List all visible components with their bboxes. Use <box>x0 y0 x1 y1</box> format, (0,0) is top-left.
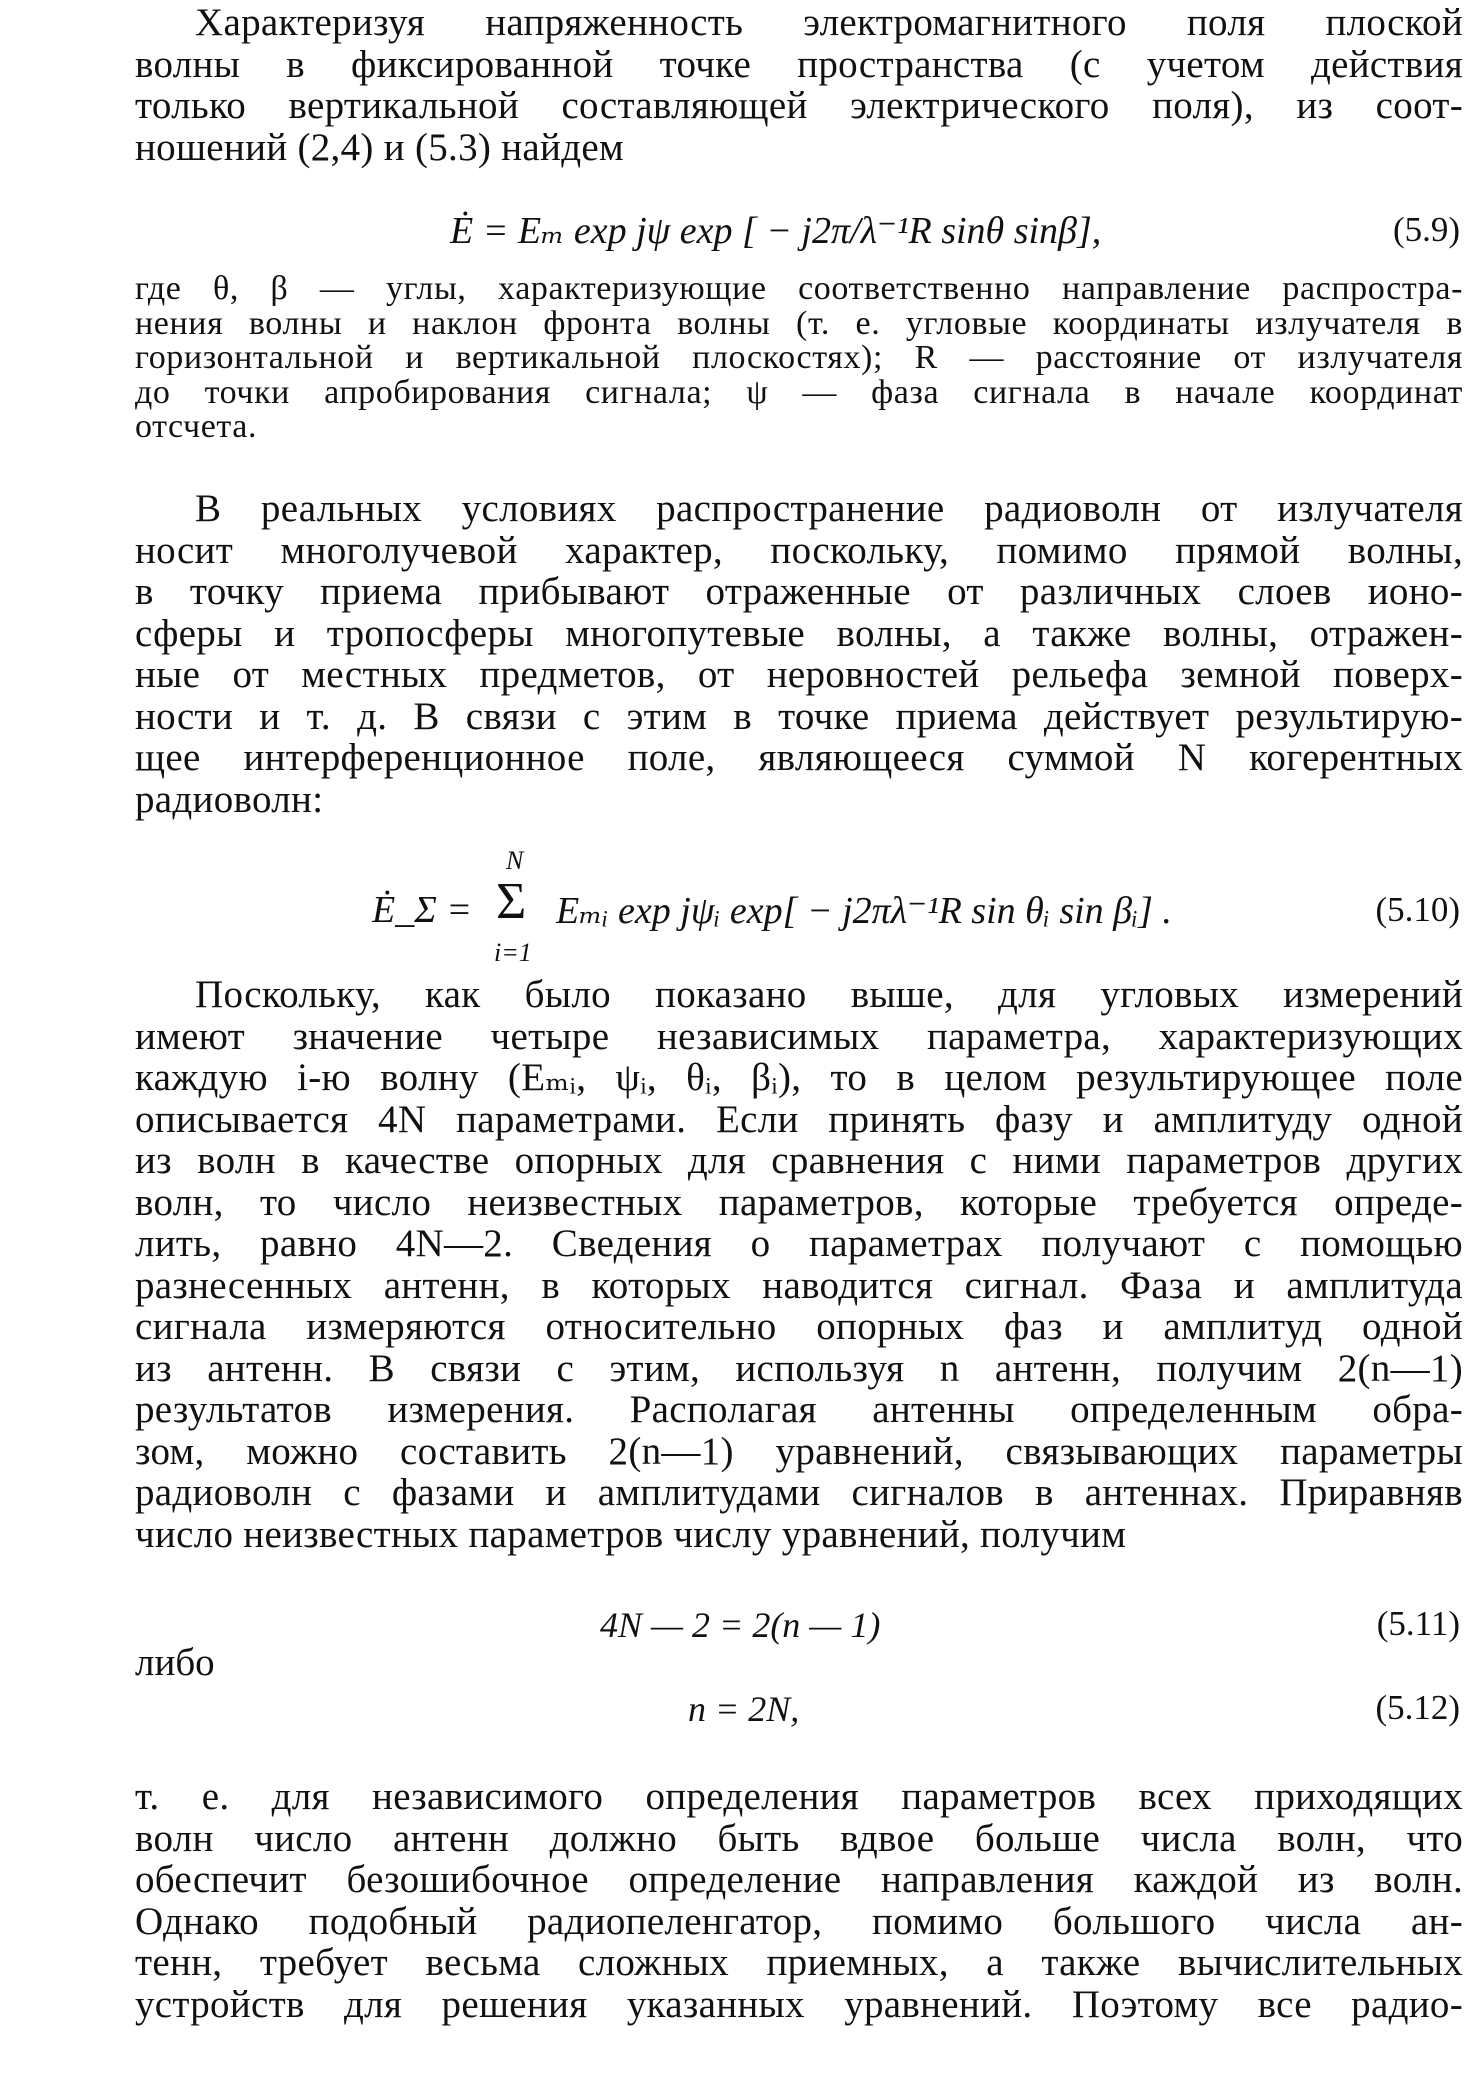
text-line: радиоволн с фазами и амплитудами сигналов в антеннах. Приравняв <box>135 1471 1463 1514</box>
text-line: каждую i-ю волну (Eₘᵢ, ψᵢ, θᵢ, βᵢ), то в целом результирующее поле <box>135 1056 1463 1099</box>
text-line: устройств для решения указанных уравнений. Поэтому все радио- <box>135 1982 1463 2026</box>
text-line: волн, то число неизвестных параметров, которые требуется опреде- <box>135 1180 1463 1224</box>
equation-number: (5.10) <box>1375 890 1460 929</box>
equation-number: (5.12) <box>1375 1688 1460 1727</box>
equation-5-12: n = 2N, <box>688 1689 800 1729</box>
equation-rhs: Eₘᵢ exp jψᵢ exp[ − j2πλ⁻¹R sin θᵢ sin βᵢ] . <box>556 890 1172 932</box>
equation-lhs: Ė_Σ = <box>372 889 472 931</box>
equation-5-9: Ė = Eₘ exp jψ exp [ − j2π/λ⁻¹R sinθ sinβ], <box>450 210 1102 252</box>
text-line: нения волны и наклон фронта волны (т. е. угловые координаты излучателя в <box>135 304 1463 342</box>
text-line: носит многолучевой характер, поскольку, помимо прямой волны, <box>135 528 1463 572</box>
text-line: до точки апробирования сигнала; ψ — фаза сигнала в начале координат <box>135 373 1463 411</box>
paragraph-parameters <box>135 974 1463 1555</box>
text-line: описывается 4N параметрами. Если принять фазу и амплитуду одной <box>135 1097 1463 1141</box>
text-line: волн число антенн должно быть вдвое больше числа волн, что <box>135 1816 1463 1860</box>
text-line: из антенн. В связи с этим, используя n антенн, получим 2(n—1) <box>135 1346 1463 1390</box>
text-line: волны в фиксированной точке пространства (с учетом действия <box>135 42 1463 86</box>
paragraph-multipath <box>135 488 1463 820</box>
text-line: обеспечит безошибочное определение направления каждой из волн. <box>135 1858 1463 1901</box>
text-line: Однако подобный радиопеленгатор, помимо большого числа ан- <box>135 1899 1463 1943</box>
paragraph-intro <box>135 2 1463 168</box>
text-line: горизонтальной и вертикальной плоскостях); R — расстояние от излучателя <box>135 339 1463 377</box>
sum-sign: Σ <box>496 873 527 930</box>
text-line: радиоволн: <box>135 777 324 821</box>
text-line: ности и т. д. В связи с этим в точке приема действует результирую- <box>135 694 1463 738</box>
text-line: сферы и тропосферы многопутевые волны, а также волны, отражен- <box>135 611 1463 655</box>
connector-word: либо <box>135 1641 215 1684</box>
equation-number: (5.11) <box>1376 1604 1460 1643</box>
paragraph-conclusion <box>135 1776 1463 2025</box>
text-line: где θ, β — углы, характеризующие соответственно направление распростра- <box>135 270 1463 307</box>
text-line: ношений (2,4) и (5.3) найдем <box>135 125 624 169</box>
text-line: из волн в качестве опорных для сравнения с ними параметров других <box>135 1139 1463 1182</box>
sum-lower-limit: i=1 <box>494 938 532 967</box>
text-line: разнесенных антенн, в которых наводится сигнал. Фаза и амплитуда <box>135 1263 1463 1307</box>
text-line: В реальных условиях распространение радиоволн от излучателя <box>195 487 1463 530</box>
text-line: т. е. для независимого определения параметров всех приходящих <box>135 1775 1463 1818</box>
text-line: число неизвестных параметров числу уравнений, получим <box>135 1512 1127 1556</box>
text-line: имеют значение четыре независимых параметра, характеризующих <box>135 1014 1463 1058</box>
text-line: тенн, требует весьма сложных приемных, а также вычислительных <box>135 1941 1463 1984</box>
text-line: результатов измерения. Располагая антенны определенным обра- <box>135 1388 1463 1431</box>
text-line: Характеризуя напряженность электромагнитного поля плоской <box>195 1 1463 44</box>
text-line: сигнала измеряются относительно опорных фаз и амплитуд одной <box>135 1305 1463 1348</box>
text-line: ные от местных предметов, от неровностей рельефа земной поверх- <box>135 653 1463 696</box>
text-line: Поскольку, как было показано выше, для угловых измерений <box>195 973 1463 1016</box>
text-line: только вертикальной составляющей электрического поля), из соот- <box>135 84 1463 127</box>
equation-5-11: 4N — 2 = 2(n — 1) <box>600 1605 881 1645</box>
text-line: отсчета. <box>135 408 258 446</box>
text-line: в точку приема прибывают отраженные от различных слоев ионо- <box>135 570 1463 613</box>
equation-number: (5.9) <box>1392 210 1460 249</box>
paragraph-definitions <box>135 272 1463 445</box>
text-line: зом, можно составить 2(n—1) уравнений, связывающих параметры <box>135 1429 1463 1473</box>
text-line: щее интерференционное поле, являющееся суммой N когерентных <box>135 736 1463 779</box>
sum-upper-limit: N <box>506 846 524 875</box>
text-line: лить, равно 4N—2. Сведения о параметрах получают с помощью <box>135 1222 1463 1265</box>
